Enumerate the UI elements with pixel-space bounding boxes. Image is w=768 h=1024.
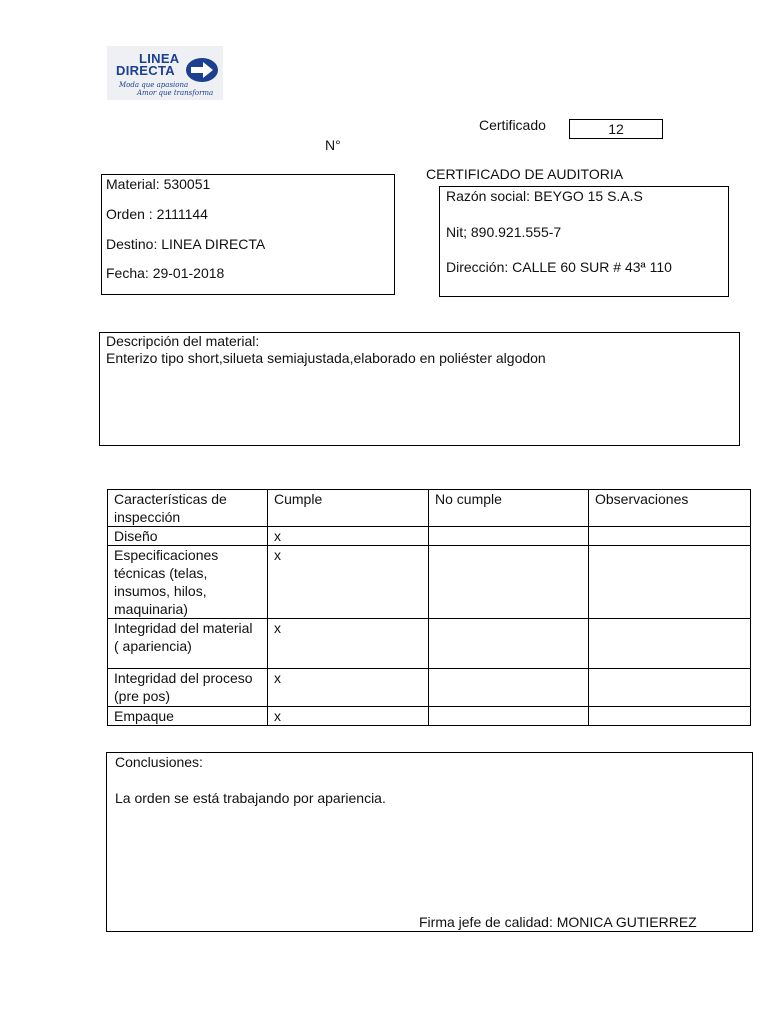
complies-cell: x	[268, 707, 429, 726]
not-complies-cell	[429, 669, 589, 707]
nit-line: Nit; 890.921.555-7	[446, 224, 562, 240]
quality-manager-signature: Firma jefe de calidad: MONICA GUTIERREZ	[419, 914, 697, 930]
header-cell-features: Características de inspección	[108, 490, 268, 527]
not-complies-cell	[429, 546, 589, 619]
not-complies-cell	[429, 527, 589, 546]
destination-line: Destino: LINEA DIRECTA	[106, 236, 266, 252]
observations-cell	[589, 546, 751, 619]
table-row	[108, 669, 751, 707]
feature-cell: Integridad del material ( apariencia)	[108, 619, 268, 669]
number-symbol: N°	[325, 137, 341, 153]
logo-word-directa: DIRECTA	[116, 63, 175, 78]
table-row	[108, 707, 751, 726]
date-line: Fecha: 29-01-2018	[106, 265, 225, 281]
address-line: Dirección: CALLE 60 SUR # 43ª 110	[446, 259, 672, 275]
linea-directa-logo	[107, 46, 223, 100]
material-info-box	[101, 174, 395, 295]
description-box	[99, 332, 740, 446]
logo-arrow-icon	[185, 57, 219, 83]
complies-cell: x	[268, 546, 429, 619]
observations-cell	[589, 669, 751, 707]
feature-cell: Empaque	[108, 707, 268, 726]
logo-tagline-1: Moda que apasiona	[119, 81, 189, 89]
table-row	[108, 546, 751, 619]
conclusions-box	[106, 752, 753, 932]
company-info-box	[439, 186, 729, 297]
document-title: CERTIFICADO DE AUDITORIA	[426, 166, 624, 182]
header-cell-observations: Observaciones	[589, 490, 751, 527]
not-complies-cell	[429, 707, 589, 726]
observations-cell	[589, 707, 751, 726]
table-header-row	[108, 490, 751, 527]
not-complies-cell	[429, 619, 589, 669]
feature-cell: Integridad del proceso (pre pos)	[108, 669, 268, 707]
complies-cell: x	[268, 619, 429, 669]
observations-cell	[589, 619, 751, 669]
conclusions-text: La orden se está trabajando por apariencia.	[115, 790, 386, 806]
complies-cell: x	[268, 669, 429, 707]
header-cell-complies: Cumple	[268, 490, 429, 527]
certificate-number-field: 12	[569, 119, 663, 139]
feature-cell: Diseño	[108, 527, 268, 546]
order-line: Orden : 2111144	[106, 206, 208, 222]
description-text: Enterizo tipo short,silueta semiajustada,elaborado en poliéster algodon	[106, 350, 546, 366]
inspection-table	[107, 489, 751, 726]
header-cell-not-complies: No cumple	[429, 490, 589, 527]
conclusions-label: Conclusiones:	[115, 754, 203, 770]
table-row	[108, 619, 751, 669]
feature-cell: Especificaciones técnicas (telas, insumos, hilos, maquinaria)	[108, 546, 268, 619]
material-line: Material: 530051	[106, 176, 211, 192]
logo-tagline-2: Amor que transforma	[137, 89, 214, 97]
certificate-label: Certificado	[479, 117, 546, 133]
observations-cell	[589, 527, 751, 546]
table-row	[108, 527, 751, 546]
complies-cell: x	[268, 527, 429, 546]
business-name-line: Razón social: BEYGO 15 S.A.S	[446, 188, 643, 204]
description-label: Descripción del material:	[106, 333, 260, 349]
logo-word-linea: LINEA	[139, 51, 180, 66]
